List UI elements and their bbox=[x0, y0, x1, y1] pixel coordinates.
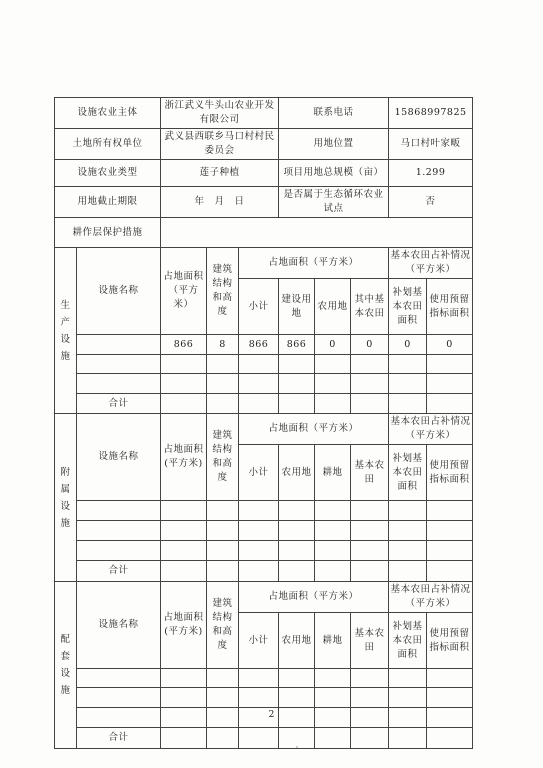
supporting-structure-header: 建筑结构和高度 bbox=[207, 582, 239, 669]
supporting-plan-header: 补划基本农田面积 bbox=[389, 613, 427, 669]
production-row-agri: 0 bbox=[315, 335, 351, 355]
page-number: 2 bbox=[268, 710, 275, 720]
supporting-occupy-header: 占地面积（平方米） bbox=[239, 582, 389, 613]
supporting-basic-header: 基本农田 bbox=[351, 613, 389, 669]
phone-value: 15868997825 bbox=[389, 98, 473, 129]
production-build-header: 建设用地 bbox=[279, 279, 315, 335]
supporting-name-header: 设施名称 bbox=[77, 582, 161, 669]
table-row bbox=[55, 501, 473, 521]
supporting-total-row bbox=[55, 728, 473, 749]
facility-agriculture-form bbox=[54, 97, 473, 749]
eco-pilot-label: 是否属于生态循环农业试点 bbox=[279, 187, 389, 218]
auxiliary-name-header: 设施名称 bbox=[77, 414, 161, 501]
supporting-total-label: 合计 bbox=[77, 728, 161, 749]
supporting-area-header: 占地面积(平方米) bbox=[161, 582, 207, 669]
production-area-header: 占地面积（平方米） bbox=[161, 248, 207, 335]
table-row bbox=[55, 355, 473, 374]
production-row-basic: 0 bbox=[351, 335, 389, 355]
table-row bbox=[55, 669, 473, 688]
production-row-build: 866 bbox=[279, 335, 315, 355]
auxiliary-total-label: 合计 bbox=[77, 561, 161, 582]
production-row-plan: 0 bbox=[389, 335, 427, 355]
production-row-area: 866 bbox=[161, 335, 207, 355]
table-row bbox=[55, 521, 473, 541]
supporting-subtotal-header: 小计 bbox=[239, 613, 279, 669]
auxiliary-section-label: 附属设施 bbox=[55, 414, 77, 582]
auxiliary-plow-header: 耕地 bbox=[315, 445, 351, 501]
topsoil-protection-label: 耕作层保护措施 bbox=[55, 218, 161, 248]
production-row-subtotal: 866 bbox=[239, 335, 279, 355]
production-use-header: 使用预留指标面积 bbox=[427, 279, 473, 335]
deadline-label: 用地截止期限 bbox=[55, 187, 161, 218]
supporting-compensate-header: 基本农田占补情况（平方米） bbox=[389, 582, 473, 613]
table-row bbox=[55, 335, 473, 355]
table-row bbox=[55, 688, 473, 708]
location-value: 马口村叶家畈 bbox=[389, 129, 473, 160]
land-owner-label: 土地所有权单位 bbox=[55, 129, 161, 160]
auxiliary-occupy-header: 占地面积（平方米） bbox=[239, 414, 389, 445]
production-basic-header: 其中基本农田 bbox=[351, 279, 389, 335]
production-compensate-header: 基本农田占补情况（平方米） bbox=[389, 248, 473, 279]
type-label: 设施农业类型 bbox=[55, 160, 161, 187]
auxiliary-plan-header: 补划基本农田面积 bbox=[389, 445, 427, 501]
type-value: 莲子种植 bbox=[161, 160, 279, 187]
scale-value: 1.299 bbox=[389, 160, 473, 187]
auxiliary-basic-header: 基本农田 bbox=[351, 445, 389, 501]
table-row bbox=[55, 541, 473, 561]
supporting-use-header: 使用预留指标面积 bbox=[427, 613, 473, 669]
production-row-name bbox=[77, 335, 161, 355]
production-name-header: 设施名称 bbox=[77, 248, 161, 335]
production-row-use: 0 bbox=[427, 335, 473, 355]
production-occupy-header: 占地面积（平方米） bbox=[239, 248, 389, 279]
supporting-plow-header: 耕地 bbox=[315, 613, 351, 669]
topsoil-protection-value bbox=[161, 218, 473, 248]
owner-label: 设施农业主体 bbox=[55, 98, 161, 129]
auxiliary-total-row bbox=[55, 561, 473, 582]
table-row bbox=[55, 374, 473, 394]
auxiliary-structure-header: 建筑结构和高度 bbox=[207, 414, 239, 501]
scan-speck bbox=[296, 746, 298, 748]
scale-label: 项目用地总规模（亩） bbox=[279, 160, 389, 187]
eco-pilot-value: 否 bbox=[389, 187, 473, 218]
supporting-section-label: 配套设施 bbox=[55, 582, 77, 749]
auxiliary-use-header: 使用预留指标面积 bbox=[427, 445, 473, 501]
production-agri-header: 农用地 bbox=[315, 279, 351, 335]
owner-value: 浙江武义牛头山农业开发有限公司 bbox=[161, 98, 279, 129]
deadline-value: 年 月 日 bbox=[161, 187, 279, 218]
auxiliary-agri-header: 农用地 bbox=[279, 445, 315, 501]
production-plan-header: 补划基本农田面积 bbox=[389, 279, 427, 335]
auxiliary-area-header: 占地面积(平方米) bbox=[161, 414, 207, 501]
production-row-structure: 8 bbox=[207, 335, 239, 355]
production-total-row bbox=[55, 394, 473, 414]
production-structure-header: 建筑结构和高度 bbox=[207, 248, 239, 335]
auxiliary-compensate-header: 基本农田占补情况（平方米） bbox=[389, 414, 473, 445]
land-owner-value: 武义县西联乡马口村村民委员会 bbox=[161, 129, 279, 160]
production-subtotal-header: 小计 bbox=[239, 279, 279, 335]
auxiliary-subtotal-header: 小计 bbox=[239, 445, 279, 501]
location-label: 用地位置 bbox=[279, 129, 389, 160]
production-section-label: 生产设施 bbox=[55, 248, 77, 414]
phone-label: 联系电话 bbox=[279, 98, 389, 129]
supporting-agri-header: 农用地 bbox=[279, 613, 315, 669]
production-total-label: 合计 bbox=[77, 394, 161, 414]
